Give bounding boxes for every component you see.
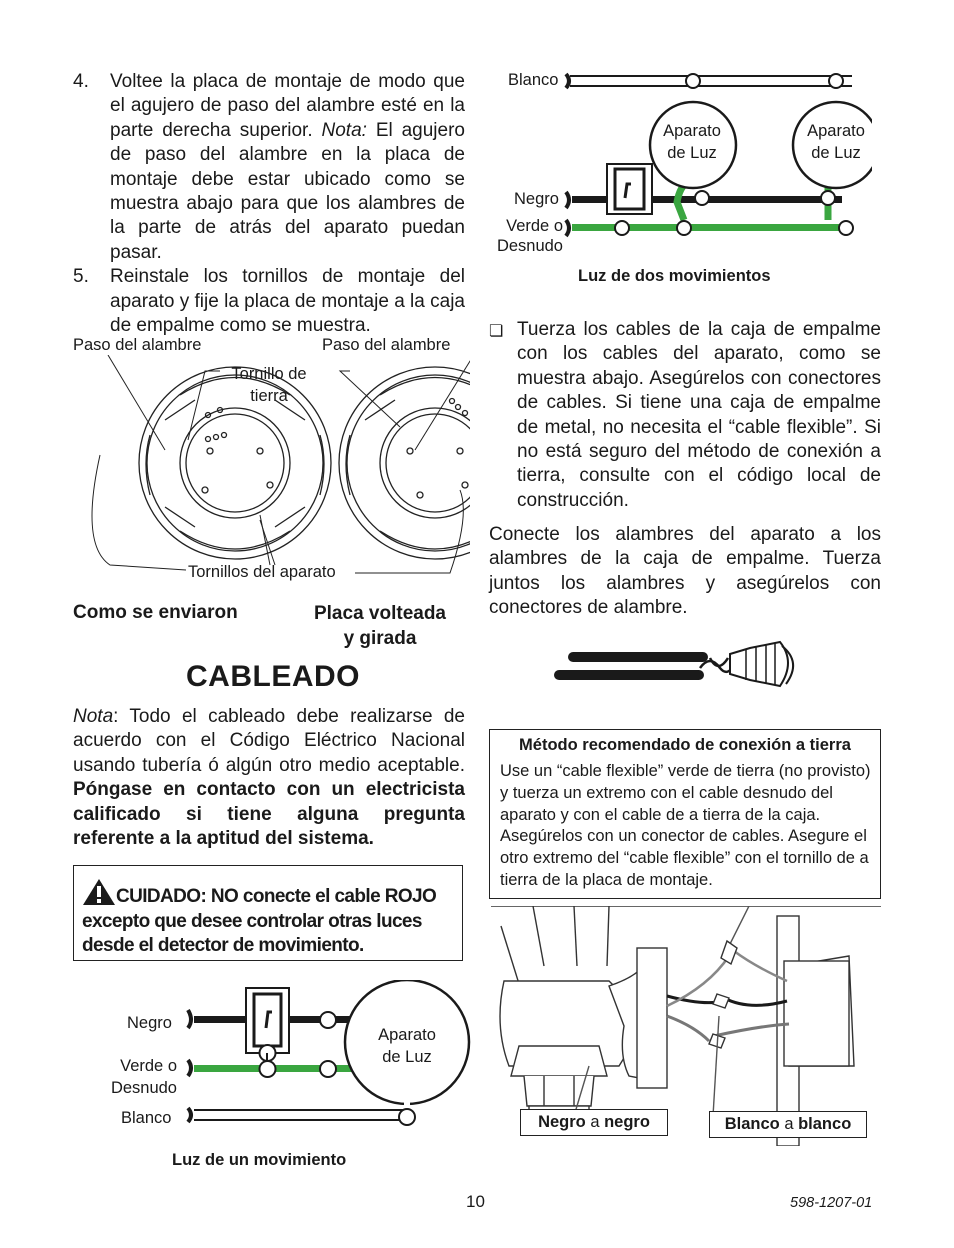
grounding-method-body: Use un “cable flexible” verde de tierra (no provisto) y tuerza un extremo con el cable desnudo del aparato y con el cable de a tierra de la caja. Asegúrelos con un conector de cables. Asegure el otro extremo del “cable flexible” con el tornillo de a tierra de la placa de montaje. — [500, 762, 871, 889]
label-white-to-white: Blanco a blanco — [709, 1111, 867, 1138]
wiring-note: Nota: Todo el cableado debe realizarse de acuerdo con el Código Eléctrico Nacional usando tubería ó algún otro medio aceptable. Póngase en contacto con un electricista calificado si tiene alguna pregunta referente a la aptitud del sistema. — [73, 706, 465, 850]
grounding-method-title: Método recomendado de conexión a tierra — [519, 736, 851, 754]
checkbox-icon: ❏ — [489, 323, 504, 340]
grounding-method-box — [489, 729, 881, 899]
single-label-blanco: Blanco — [121, 1109, 172, 1127]
single-label-negro: Negro — [127, 1014, 172, 1032]
single-label-verde: Verde o Desnudo — [110, 1057, 177, 1097]
caption-as-shipped: Como se enviaron — [73, 602, 238, 623]
twist-wires-bullet: ❏ Tuerza los cables de la caja de empalme con los cables del aparato, como se muestra abajo. Asegúrelos con conectores de cables. Si tiene una caja de empalme de metal, no necesita el “cable flexible”. Si no está seguro del método de conexión a tierra, consulte con el código local de construcción. — [489, 319, 881, 511]
mounting-plates-illustration — [70, 355, 470, 585]
step-5: 5. Reinstale los tornillos de montaje del aparato y fije la placa de montaje a la caja de empalme como se muestra. — [73, 266, 465, 337]
dual-fixture-label-2: Aparato de Luz — [807, 122, 865, 162]
caption-flipped: Placa volteada y girada — [313, 603, 447, 649]
dual-label-negro: Negro — [514, 190, 559, 208]
single-caption: Luz de un movimiento — [172, 1151, 347, 1169]
label-wire-hole-left: Paso del alambre — [73, 336, 202, 354]
label-fixture-screws: Tornillos del aparato — [188, 563, 336, 581]
steps-list — [73, 70, 465, 338]
label-black-to-black: Negro a negro — [520, 1109, 668, 1136]
wire-nut-illustration — [550, 640, 810, 695]
connect-paragraph: Conecte los alambres del aparato a los alambres de la caja de empalme. Tuerza juntos los alambres y asegúrelos con conectores de alambre. — [489, 524, 881, 619]
dual-caption: Luz de dos movimientos — [578, 267, 771, 285]
section-title: CABLEADO — [186, 660, 360, 693]
document-code: 598-1207-01 — [790, 1195, 873, 1211]
dual-fixture-label-1: Aparato de Luz — [663, 122, 721, 162]
dual-label-verde: Verde o Desnudo — [496, 217, 563, 255]
caution-box: CUIDADO: NO conecte el cable ROJO excepto que desee controlar otras luces desde el detector de movimiento. — [73, 865, 463, 961]
label-ground-screw: Tornillo de tierra — [231, 365, 307, 405]
dual-label-blanco: Blanco — [508, 71, 559, 89]
warning-triangle-icon — [82, 878, 116, 906]
page-number: 10 — [466, 1192, 485, 1211]
label-wire-hole-right: Paso del alambre — [322, 336, 451, 354]
step-4: 4. Voltee la placa de montaje de modo que el agujero de paso del alambre esté en la parte derecha superior. Nota: El agujero de paso del alambre en la placa de montaje debe estar ubicado como se muestra abajo para que los alambres de la parte de atrás del aparato puedan pasar. — [73, 71, 465, 263]
single-fixture-label: Aparato de Luz — [378, 1026, 436, 1066]
